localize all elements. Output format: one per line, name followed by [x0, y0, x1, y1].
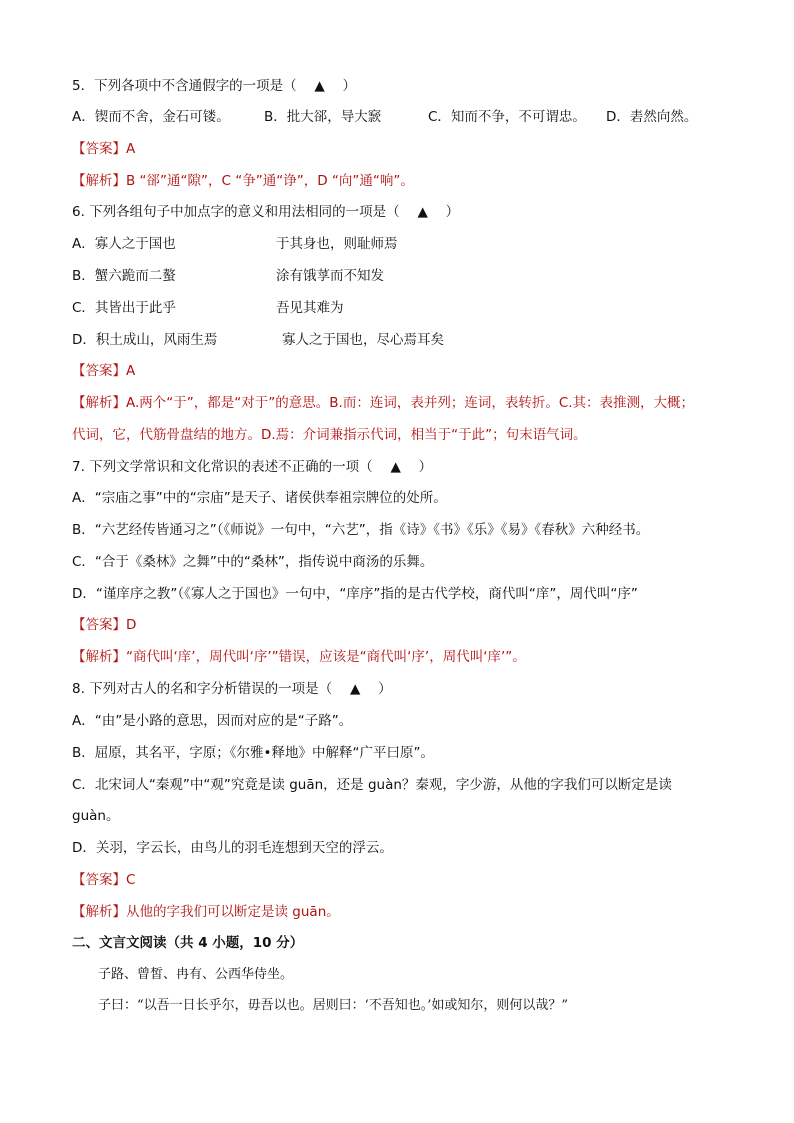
q8-analysis — [72, 902, 732, 922]
analysis-text: A.两个“于”，都是“对于”的意思。B.而：连词，表并列；连词，表转折。C.其：表推测，大概； — [126, 395, 695, 411]
analysis-tag: 【解析】 — [72, 904, 126, 920]
q5-option-b: B．批大郤，导大窾 — [264, 109, 382, 125]
answer-value: A — [126, 363, 136, 379]
answer-value: C — [126, 872, 136, 888]
q8-option-c-line1: C．北宋词人“秦观”中“观”究竟是读 guān，还是 guàn？秦观，字少游，从他的字我们可以断定是读 — [72, 777, 672, 793]
q7-option-a: A．“宗庙之事”中的“宗庙”是天子、诸侯供奉祖宗牌位的处所。 — [72, 490, 447, 506]
q6-row-d — [72, 330, 732, 350]
analysis-tag: 【解析】 — [72, 395, 126, 411]
analysis-tag: 【解析】 — [72, 173, 126, 189]
answer-tag: 【答案】 — [72, 872, 126, 888]
q6-row-d-right: 寡人之于国也，尽心焉耳矣 — [282, 332, 444, 348]
q7-option-d: D．“谨庠序之教”（《寡人之于国也》一句中，“庠序”指的是古代学校，商代叫“庠”，周代叫“序” — [72, 586, 638, 602]
q6-row-a-right: 于其身也，则耻师焉 — [276, 236, 398, 252]
q7-option-c: C．“合于《桑林》之舞”中的“桑林”，指传说中商汤的乐舞。 — [72, 554, 434, 570]
answer-tag: 【答案】 — [72, 141, 126, 157]
q6-row-c — [72, 298, 732, 318]
q7-analysis — [72, 647, 732, 667]
q5-options — [72, 107, 732, 127]
q6-row-c-left: C．其皆出于此乎 — [72, 300, 176, 316]
classical-passage-line1: 子路、曾皙、冉有、公西华侍坐。 — [98, 967, 294, 982]
q6-row-b — [72, 266, 732, 286]
q7-option-b: B．“六艺经传皆通习之”（《师说》一句中，“六艺”，指《诗》《书》《乐》《易》《春秋》六种经书。 — [72, 522, 650, 538]
q8-answer — [72, 870, 732, 890]
q8-option-c-line2: guàn。 — [72, 808, 120, 824]
q5-option-d: D．砉然向然。 — [606, 109, 698, 125]
answer-value: A — [126, 141, 136, 157]
q8-stem: 8. 下列对古人的名和字分析错误的一项是（ ▲ ） — [72, 681, 392, 697]
q8-option-a: A．“由”是小路的意思，因而对应的是“子路”。 — [72, 713, 353, 729]
analysis-tag: 【解析】 — [72, 649, 126, 665]
analysis-text: 从他的字我们可以断定是读 guān。 — [126, 904, 340, 920]
q5-option-a: A．锲而不舍，金石可镂。 — [72, 109, 230, 125]
classical-passage-line2: 子曰：“以吾一日长乎尔，毋吾以也。居则曰：‘不吾知也。’如或知尔，则何以哉？” — [98, 998, 569, 1013]
q6-analysis-line1 — [72, 393, 732, 413]
answer-value: D — [126, 617, 137, 633]
q5-answer — [72, 139, 732, 159]
q6-row-c-right: 吾见其难为 — [276, 300, 344, 316]
analysis-text: “商代叫‘庠’，周代叫‘序’”错误，应该是“商代叫‘序’，周代叫‘庠’”。 — [126, 649, 526, 665]
section-title: 二、文言文阅读（共 4 小题，10 分） — [72, 935, 304, 951]
analysis-text: B “郤”通“隙”，C “争”通“诤”，D “向”通“响”。 — [126, 173, 414, 189]
q7-stem: 7. 下列文学常识和文化常识的表述不正确的一项（ ▲ ） — [72, 459, 433, 475]
q8-option-d: D．关羽，字云长，由鸟儿的羽毛连想到天空的浮云。 — [72, 840, 393, 856]
q6-row-a-left: A．寡人之于国也 — [72, 236, 176, 252]
q6-row-a — [72, 234, 732, 254]
q6-stem: 6. 下列各组句子中加点字的意义和用法相同的一项是（ ▲ ） — [72, 204, 460, 220]
q8-option-b: B．屈原，其名平，字原；《尔雅•释地》中解释“广平曰原”。 — [72, 745, 434, 761]
q6-row-b-left: B．蟹六跪而二螯 — [72, 268, 176, 284]
q6-row-d-left: D．积土成山，风雨生焉 — [72, 332, 218, 348]
answer-tag: 【答案】 — [72, 363, 126, 379]
q6-row-b-right: 涂有饿莩而不知发 — [276, 268, 384, 284]
q6-answer — [72, 361, 732, 381]
q5-stem: 5．下列各项中不含通假字的一项是（ ▲ ） — [72, 78, 357, 94]
q6-analysis-line2: 代词，它，代筋骨盘结的地方。D.焉：介词兼指示代词，相当于“于此”；句末语气词。 — [72, 427, 587, 443]
answer-tag: 【答案】 — [72, 617, 126, 633]
q5-option-c: C．知而不争，不可谓忠。 — [428, 109, 586, 125]
q5-analysis — [72, 171, 732, 191]
q7-answer — [72, 615, 732, 635]
